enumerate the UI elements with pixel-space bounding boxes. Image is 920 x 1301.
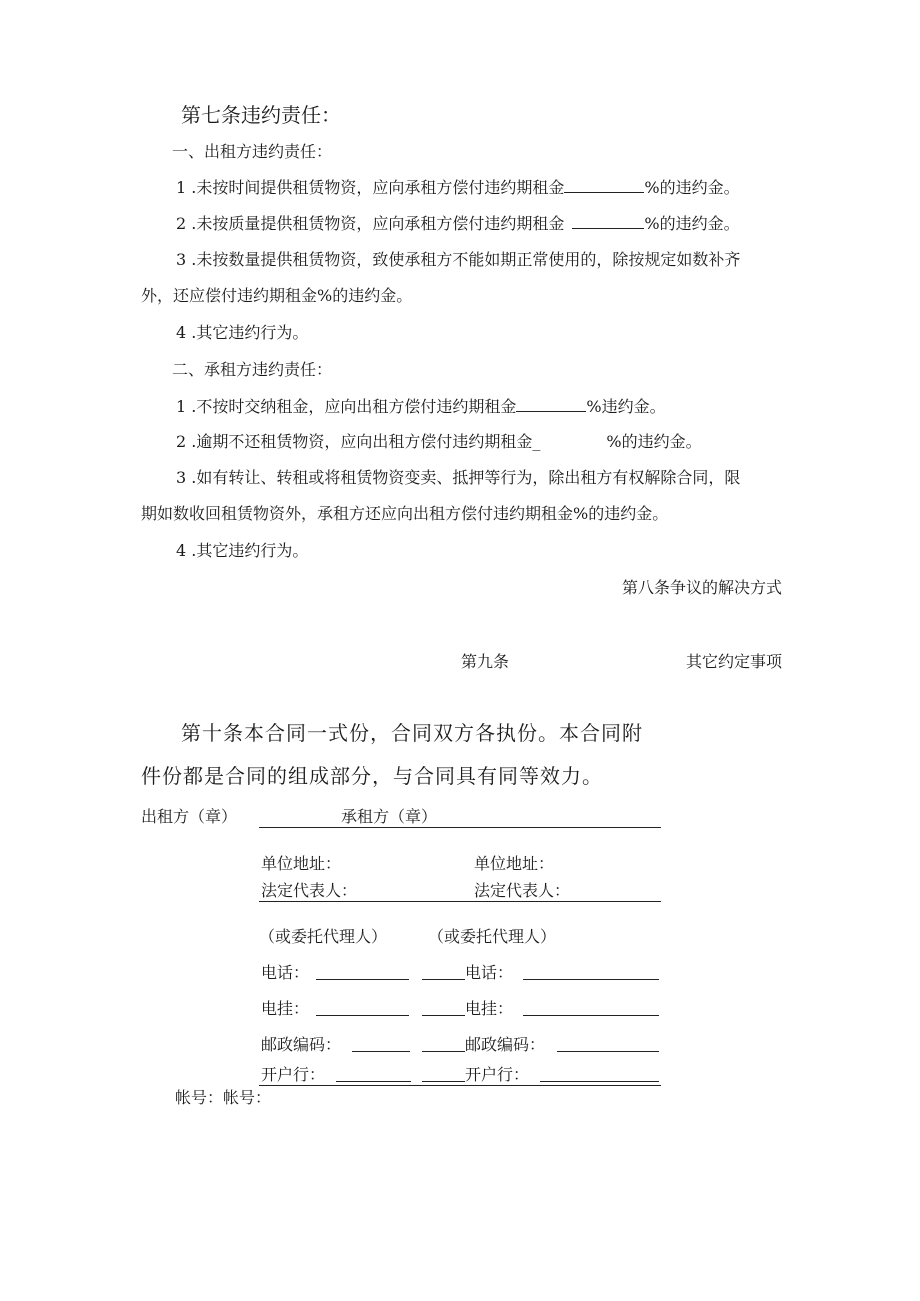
lessee-phone-lead-blank: [422, 979, 465, 980]
lessee-agent-label: （或委托代理人）: [428, 927, 557, 946]
item-number: 3: [176, 250, 187, 269]
item-text-end: %的违约金。: [644, 178, 740, 197]
lessor-fax-blank: [316, 1015, 409, 1016]
article-10-line-2: 件份都是合同的组成部分，与合同具有同等效力。: [141, 764, 603, 788]
article-9-title: 其它约定事项: [685, 652, 782, 671]
lessor-postcode-label: 邮政编码：: [261, 1035, 342, 1054]
lessee-postcode-lead-blank: [422, 1051, 465, 1052]
lessor-address-label: 单位地址：: [261, 854, 342, 873]
lessee-address-label: 单位地址：: [474, 854, 555, 873]
lessee-item-1: [176, 395, 666, 418]
lessor-item-4: [176, 322, 308, 344]
article-7-title: 第七条违约责任：: [181, 103, 341, 127]
lessor-agent-label: （或委托代理人）: [259, 927, 388, 946]
item-text: .其它违约行为。: [191, 323, 309, 342]
lessee-seal-label: 承租方（章）: [341, 807, 438, 826]
item-number: 2: [176, 432, 187, 451]
lessee-bank-blank: [540, 1081, 659, 1082]
lessor-bank-blank: [336, 1081, 411, 1082]
article-8-title: 第八条争议的解决方式: [621, 578, 782, 597]
item-text: .未按质量提供租赁物资，应向承租方偿付违约期租金: [191, 214, 565, 233]
item-number: 1: [176, 178, 187, 197]
article-10-line-1: 第十条本合同一式份，合同双方各执份。本合同附: [181, 721, 643, 745]
item-text-end: %的违约金。: [606, 432, 702, 451]
article-9-label: 第九条: [461, 652, 510, 671]
lessee-liability-heading: 二、承租方违约责任：: [172, 360, 333, 379]
lessor-item-3-continued: 外，还应偿付违约期租金%的违约金。: [141, 286, 413, 305]
lessor-bank-label: 开户行：: [261, 1065, 326, 1084]
lessee-legal-rep-label: 法定代表人：: [474, 881, 571, 900]
item-number: 2: [176, 214, 187, 233]
lessor-legal-rep-label: 法定代表人：: [261, 881, 358, 900]
item-number: 4: [176, 541, 187, 560]
lessee-bank-lead-blank: [422, 1081, 465, 1082]
item-text: .不按时交纳租金，应向出租方偿付违约期租金: [191, 397, 517, 416]
item-text: .逾期不还租赁物资，应向出租方偿付违约期租金_: [191, 432, 541, 451]
percent-blank: [564, 176, 644, 193]
lessee-postcode-blank: [557, 1051, 659, 1052]
item-text: .未按时间提供租赁物资，应向承租方偿付违约期租金: [191, 178, 565, 197]
lessee-item-3: [176, 467, 740, 489]
lessor-phone-label: 电话：: [261, 963, 310, 982]
bank-underline: [259, 1085, 661, 1086]
percent-blank: [516, 395, 586, 412]
lessee-item-3-continued: 期如数收回租赁物资外，承租方还应向出租方偿付违约期租金%的违约金。: [141, 504, 669, 523]
lessee-phone-label: 电话：: [465, 963, 514, 982]
item-text: .其它违约行为。: [191, 541, 309, 560]
item-text-end: %的违约金。: [644, 214, 740, 233]
percent-blank: [572, 212, 644, 229]
lessee-fax-lead-blank: [422, 1015, 465, 1016]
lessor-fax-label: 电挂：: [261, 999, 310, 1018]
lessor-item-3: [176, 249, 740, 271]
lessee-phone-blank: [523, 979, 659, 980]
legal-rep-underline: [259, 901, 661, 902]
lessee-bank-label: 开户行：: [465, 1065, 530, 1084]
lessee-postcode-label: 邮政编码：: [465, 1035, 546, 1054]
lessee-item-2: [176, 431, 702, 453]
lessor-phone-blank: [316, 979, 409, 980]
lessor-postcode-blank: [352, 1051, 410, 1052]
item-number: 3: [176, 468, 187, 487]
item-text: .未按数量提供租赁物资，致使承租方不能如期正常使用的，除按规定如数补齐: [191, 250, 741, 269]
lessor-item-2: [176, 212, 740, 235]
lessee-fax-label: 电挂：: [465, 999, 514, 1018]
item-text-end: %违约金。: [586, 397, 666, 416]
lessor-liability-heading: 一、出租方违约责任：: [172, 142, 333, 161]
account-row: 帐号：帐号：: [175, 1088, 272, 1107]
lessee-item-4: [176, 540, 308, 562]
seal-underline: [259, 827, 661, 828]
item-number: 1: [176, 397, 187, 416]
lessor-seal-label: 出租方（章）: [141, 807, 238, 826]
lessor-item-1: [176, 176, 740, 199]
item-number: 4: [176, 323, 187, 342]
lessee-fax-blank: [523, 1015, 659, 1016]
item-text: .如有转让、转租或将租赁物资变卖、抵押等行为，除出租方有权解除合同，限: [191, 468, 741, 487]
